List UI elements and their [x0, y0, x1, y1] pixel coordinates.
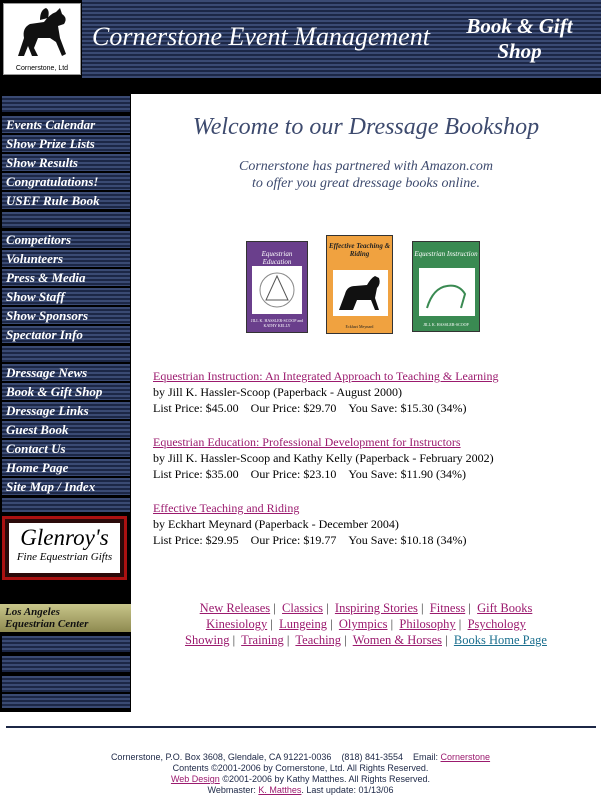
page-title: Welcome to our Dressage Bookshop — [192, 114, 540, 140]
nav-contact-us[interactable]: Contact Us — [2, 440, 130, 457]
cover-diagram-icon — [252, 266, 302, 314]
cat-fitness[interactable]: Fitness — [429, 601, 466, 615]
book-byline: by Jill K. Hassler-Scoop and Kathy Kelly (Paperback - February 2002) — [153, 451, 494, 465]
sidebar-band — [2, 676, 130, 692]
cat-inspiring-stories[interactable]: Inspiring Stories — [334, 601, 418, 615]
book-title-link[interactable]: Effective Teaching and Riding — [153, 501, 300, 515]
category-links: New Releases | Classics | Inspiring Stories | Fitness | Gift Books Kinesiology | Lungeing | Olympics | Philosophy | Psychology Showing | Training | Teaching | Women & Horses | Books Home Page — [185, 601, 547, 647]
cover-rider-icon — [419, 268, 475, 316]
cornerstone-logo[interactable] — [3, 3, 81, 75]
nav-guest-book[interactable]: Guest Book — [2, 421, 130, 438]
nav-site-map-index[interactable]: Site Map / Index — [2, 478, 130, 495]
glenroys-subtitle: Fine Equestrian Gifts — [16, 551, 113, 563]
list-price: List Price: $45.00 — [153, 401, 239, 415]
books-home-page-link[interactable]: Books Home Page — [453, 633, 547, 647]
cat-teaching[interactable]: Teaching — [295, 633, 342, 647]
footer-email-link[interactable]: Cornerstone — [440, 752, 491, 762]
cat-women-horses[interactable]: Women & Horses — [352, 633, 442, 647]
cover-author: Eckhart Meynard — [345, 324, 374, 329]
title-band — [82, 0, 438, 78]
our-price: Our Price: $29.70 — [250, 401, 337, 415]
intro-line1: Cornerstone has partnered with Amazon.com — [239, 159, 493, 174]
dressage-horse-icon — [4, 4, 80, 62]
list-price: List Price: $29.95 — [153, 533, 239, 547]
sidebar-band — [2, 636, 130, 652]
footer-address: Cornerstone, P.O. Box 3608, Glendale, CA 91221-0036 — [110, 752, 332, 762]
shop-title — [438, 14, 601, 64]
nav-competitors[interactable]: Competitors — [2, 231, 130, 248]
shop-title-line2: Shop — [497, 39, 542, 63]
shop-title-line1: Book & Gift — [466, 14, 573, 38]
book-byline: by Jill K. Hassler-Scoop (Paperback - August 2000) — [153, 385, 403, 399]
nav-volunteers[interactable]: Volunteers — [2, 250, 130, 267]
cat-lungeing[interactable]: Lungeing — [279, 617, 328, 631]
nav-dressage-links[interactable]: Dressage Links — [2, 402, 130, 419]
book-listing — [153, 500, 478, 548]
nav-home-page[interactable]: Home Page — [2, 459, 130, 476]
list-price: List Price: $35.00 — [153, 467, 239, 481]
book-prices — [153, 532, 478, 548]
laec-line1: Los Angeles — [5, 606, 60, 618]
nav-congratulations[interactable]: Congratulations! — [2, 173, 130, 190]
footer-webdesign-link[interactable]: Web Design — [170, 774, 220, 784]
nav-book-gift-shop[interactable]: Book & Gift Shop — [2, 383, 130, 400]
laec-line2: Equestrian Center — [5, 618, 89, 630]
sidebar-band — [2, 346, 130, 362]
you-save: You Save: $10.18 (34%) — [348, 533, 467, 547]
book-title-link[interactable]: Equestrian Instruction: An Integrated Approach to Teaching & Learning — [153, 369, 499, 383]
footer-contents: Contents ©2001-2006 by Cornerstone, Ltd. All Rights Reserved. — [172, 763, 429, 773]
book-cover-effective-teaching[interactable] — [326, 235, 393, 334]
intro-text — [131, 158, 601, 192]
book-title-link[interactable]: Equestrian Education: Professional Development for Instructors — [153, 435, 461, 449]
cat-psychology[interactable]: Psychology — [467, 617, 526, 631]
nav-show-prize-lists[interactable]: Show Prize Lists — [2, 135, 130, 152]
book-prices — [153, 400, 499, 416]
cat-training[interactable]: Training — [241, 633, 284, 647]
footer-webdesign-text: ©2001-2006 by Kathy Matthes. All Rights Reserved. — [222, 774, 431, 784]
footer-divider — [6, 726, 596, 728]
nav-press-media[interactable]: Press & Media — [2, 269, 130, 286]
sidebar-band — [2, 498, 130, 512]
book-cover-equestrian-instruction[interactable] — [412, 241, 480, 332]
glenroys-banner[interactable] — [2, 516, 127, 580]
footer-last-update: . Last update: 01/13/06 — [301, 785, 394, 795]
sidebar-band — [2, 96, 130, 112]
you-save: You Save: $15.30 (34%) — [348, 401, 467, 415]
nav-spectator-info[interactable]: Spectator Info — [2, 326, 130, 343]
laec-banner[interactable] — [0, 604, 131, 632]
book-byline: by Eckhart Meynard (Paperback - December 2004) — [153, 517, 399, 531]
sidebar-band — [2, 656, 130, 672]
nav-events-calendar[interactable]: Events Calendar — [2, 116, 130, 133]
nav-usef-rule-book[interactable]: USEF Rule Book — [2, 192, 130, 209]
cat-kinesiology[interactable]: Kinesiology — [206, 617, 268, 631]
sidebar-band — [2, 694, 130, 708]
book-listing — [153, 368, 499, 416]
nav-show-staff[interactable]: Show Staff — [2, 288, 130, 305]
cover-title: Equestrian Education — [261, 250, 293, 266]
footer-webmaster-link[interactable]: K. Matthes — [258, 785, 302, 795]
logo-caption: Cornerstone, Ltd — [15, 65, 69, 72]
header — [0, 0, 601, 78]
cat-classics[interactable]: Classics — [282, 601, 324, 615]
shop-band — [438, 0, 601, 78]
book-prices — [153, 466, 494, 482]
book-listing — [153, 434, 494, 482]
cover-title: Equestrian Instruction — [414, 250, 478, 258]
cover-author: JILL K. HASSLER-SCOOP — [423, 322, 469, 327]
site-title: Cornerstone Event Management — [92, 22, 430, 51]
top-bar — [0, 78, 601, 94]
glenroys-name: Glenroy's — [20, 525, 109, 550]
footer-email-label: Email: — [413, 752, 439, 762]
footer — [0, 752, 601, 796]
cat-new-releases[interactable]: New Releases — [199, 601, 271, 615]
nav-show-results[interactable]: Show Results — [2, 154, 130, 171]
cat-olympics[interactable]: Olympics — [338, 617, 388, 631]
cover-author: JILL K. HASSLER-SCOOP and KATHY KELLY — [250, 318, 304, 328]
footer-phone: (818) 841-3554 — [341, 752, 403, 762]
intro-line2: to offer you great dressage books online. — [252, 176, 480, 191]
our-price: Our Price: $19.77 — [250, 533, 337, 547]
cover-title: Effective Teaching & Riding — [328, 242, 391, 258]
sidebar-band — [2, 212, 130, 228]
footer-webmaster-label: Webmaster: — [207, 785, 256, 795]
nav-show-sponsors[interactable]: Show Sponsors — [2, 307, 130, 324]
cover-horse-icon — [333, 270, 388, 316]
cat-philosophy[interactable]: Philosophy — [399, 617, 456, 631]
cat-gift-books[interactable]: Gift Books — [477, 601, 533, 615]
you-save: You Save: $11.90 (34%) — [348, 467, 466, 481]
book-cover-equestrian-education[interactable] — [246, 241, 308, 333]
nav-dressage-news[interactable]: Dressage News — [2, 364, 130, 381]
our-price: Our Price: $23.10 — [250, 467, 337, 481]
cat-showing[interactable]: Showing — [185, 633, 230, 647]
